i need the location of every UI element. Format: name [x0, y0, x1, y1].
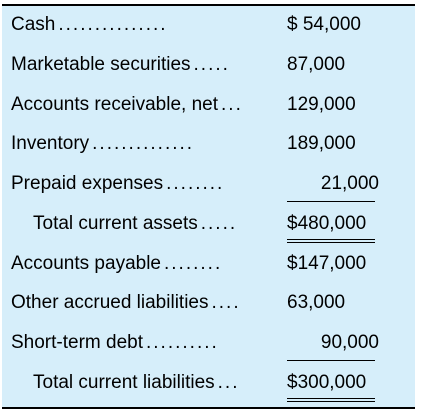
row-value: $ 54,000 [287, 14, 361, 35]
total-double-rule [287, 239, 375, 243]
balance-sheet-panel [2, 4, 415, 409]
subtotal-rule [287, 201, 375, 202]
row-label: Cash ............... [11, 14, 168, 35]
row-value: 63,000 [287, 292, 346, 313]
row-label: Prepaid expenses ........ [11, 173, 225, 194]
row-value: $300,000 [287, 372, 367, 393]
row-marketable-securities [2, 52, 415, 78]
row-label: Total current liabilities ... [33, 372, 240, 393]
row-value: 21,000 [320, 173, 379, 194]
row-other-accrued-liabilities [2, 290, 415, 316]
row-label: Accounts receivable, net ... [11, 94, 243, 115]
row-label: Accounts payable ........ [11, 253, 223, 274]
row-value: 129,000 [287, 94, 356, 115]
row-short-term-debt [2, 330, 415, 356]
row-value: 87,000 [287, 54, 346, 75]
row-total-current-assets [2, 211, 415, 237]
row-value: 90,000 [320, 332, 379, 353]
row-label: Inventory .............. [11, 133, 195, 154]
subtotal-rule [287, 360, 375, 361]
row-label: Short-term debt .......... [11, 332, 219, 353]
row-value: $147,000 [287, 253, 367, 274]
row-cash [2, 12, 415, 38]
row-prepaid-expenses [2, 171, 415, 197]
row-accounts-payable [2, 251, 415, 277]
row-value: 189,000 [287, 133, 356, 154]
row-label: Total current assets ..... [33, 213, 238, 234]
row-value: $480,000 [287, 213, 367, 234]
row-total-current-liabilities [2, 370, 415, 396]
row-label: Other accrued liabilities .... [11, 292, 241, 313]
row-inventory [2, 131, 415, 157]
total-double-rule [287, 398, 375, 402]
row-accounts-receivable [2, 92, 415, 118]
row-label: Marketable securities ..... [11, 54, 230, 75]
